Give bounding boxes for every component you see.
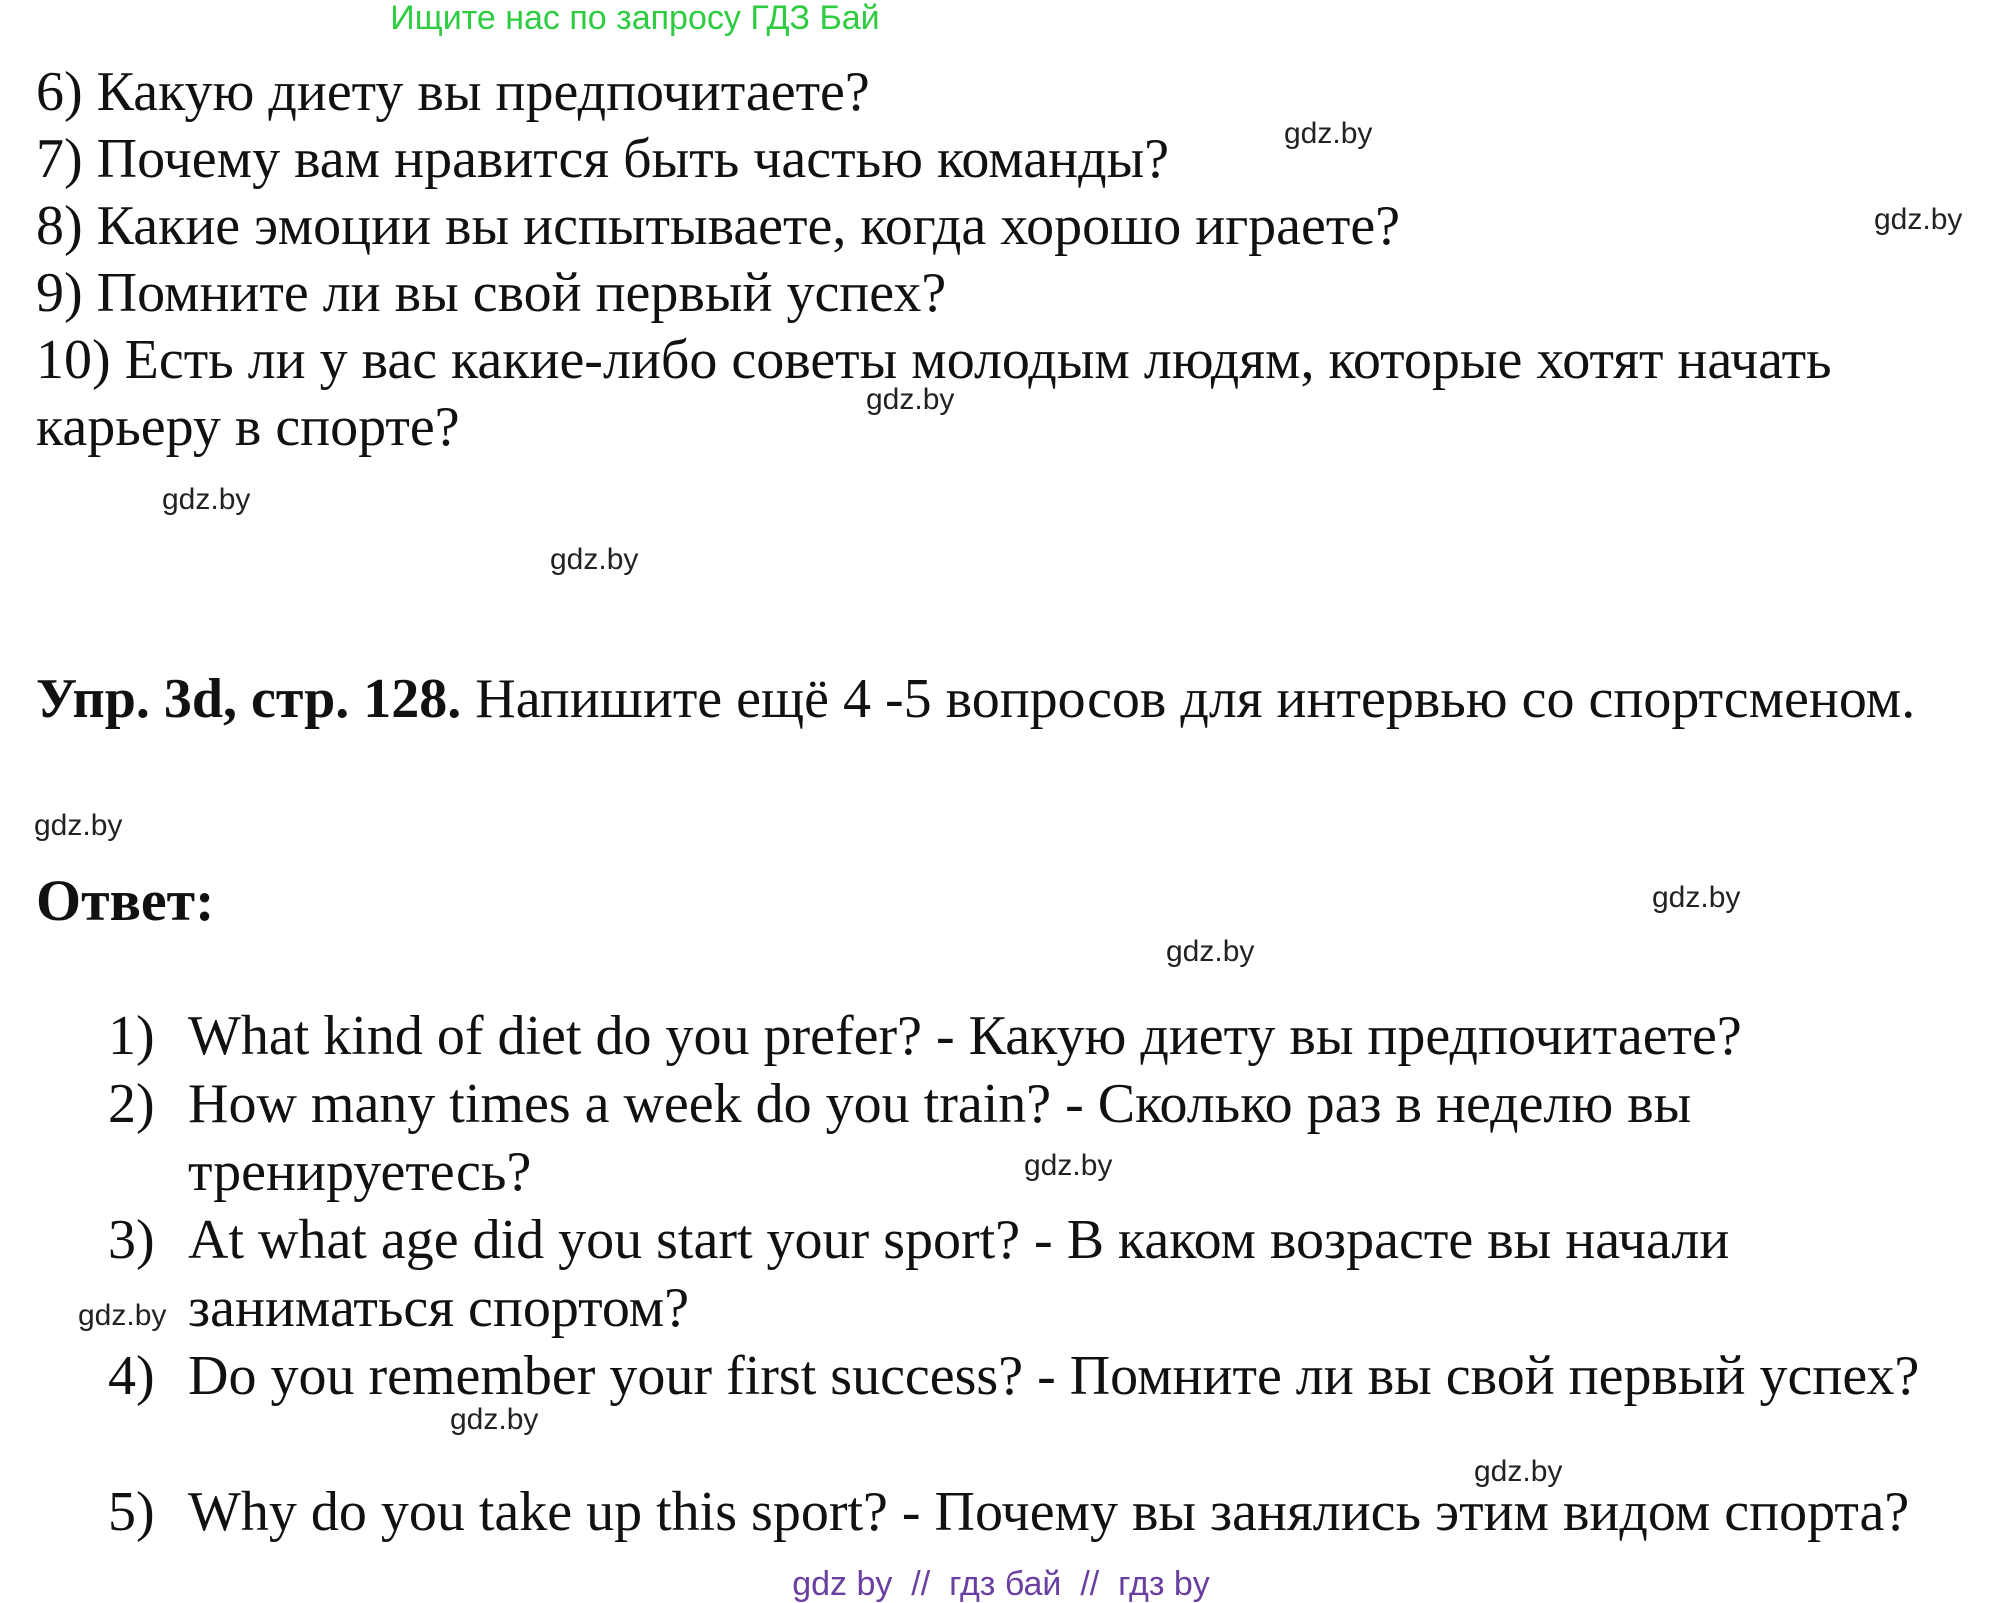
question-line: 9) Помните ли вы свой первый успех? [36, 262, 947, 324]
footer-links: gdz by // гдз бай // гдз by [792, 1565, 1210, 1603]
answer-item [108, 1478, 2002, 1546]
answer-text: Why do you take up this sport? - Почему вы занялись этим видом спорта? [188, 1481, 1910, 1543]
watermark: gdz.by [162, 483, 251, 516]
watermark: gdz.by [1166, 935, 1255, 968]
answer-text: At what age did you start your sport? - В каком возрасте вы начали заниматься спортом? [188, 1209, 1730, 1339]
search-banner: Ищите нас по запросу ГДЗ Бай [390, 0, 880, 37]
question-line: 10) Есть ли у вас какие-либо советы молодым людям, которые хотят начать [36, 329, 1832, 391]
watermark: gdz.by [866, 383, 955, 416]
answer-text: What kind of diet do you prefer? - Какую диету вы предпочитаете? [188, 1005, 1742, 1067]
question-line: 6) Какую диету вы предпочитаете? [36, 61, 870, 123]
question-line: 8) Какие эмоции вы испытываете, когда хорошо играете? [36, 195, 1401, 257]
answer-number: 5) [108, 1481, 155, 1543]
question-line: карьеру в спорте? [36, 396, 460, 458]
answer-item [108, 1002, 2002, 1070]
exercise-text: Напишите ещё 4 -5 вопросов для интервью со спортсменом. [461, 668, 1916, 730]
exercise-title: Упр. 3d, стр. 128. [36, 668, 462, 730]
watermark: gdz.by [1284, 117, 1373, 150]
answer-item [108, 1206, 2002, 1342]
answer-heading: Ответ: [36, 868, 215, 933]
question-line: 7) Почему вам нравится быть частью команды? [36, 128, 1170, 190]
answer-text: Do you remember your first success? - Помните ли вы свой первый успех? [188, 1345, 1920, 1407]
answer-number: 3) [108, 1209, 155, 1271]
exercise-statement [36, 664, 1936, 734]
watermark: gdz.by [550, 543, 639, 576]
answer-item [108, 1070, 2002, 1206]
answer-number: 1) [108, 1005, 155, 1067]
answer-number: 2) [108, 1073, 155, 1135]
answer-item [108, 1342, 2002, 1478]
watermark: gdz.by [1024, 1149, 1113, 1182]
watermark: gdz.by [450, 1403, 539, 1436]
watermark: gdz.by [1652, 881, 1741, 914]
watermark: gdz.by [1874, 203, 1963, 236]
answer-text: How many times a week do you train? - Сколько раз в неделю вы тренируетесь? [188, 1073, 1692, 1203]
watermark: gdz.by [34, 809, 123, 842]
answer-number: 4) [108, 1345, 155, 1407]
watermark: gdz.by [78, 1299, 167, 1332]
watermark: gdz.by [1474, 1455, 1563, 1488]
